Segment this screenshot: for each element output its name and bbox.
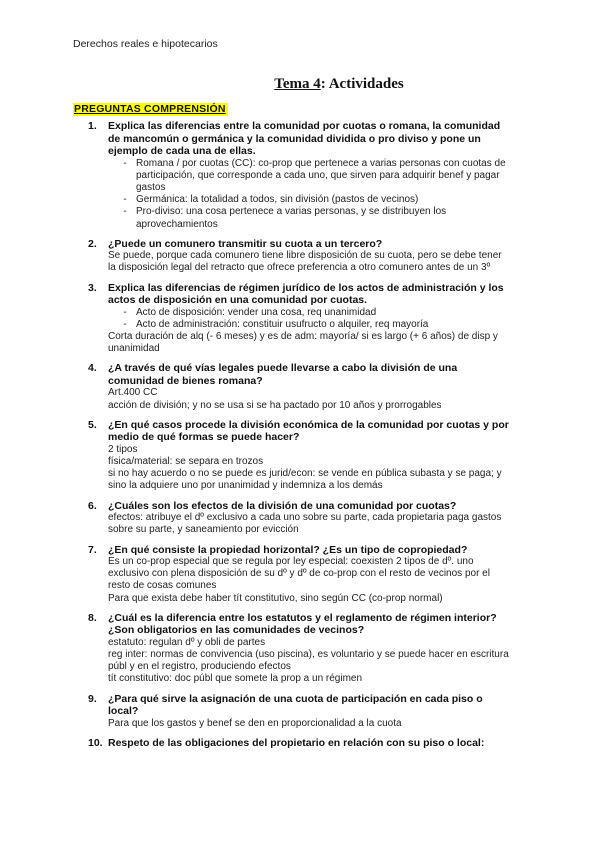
- answer-line: tít constitutivo: doc públ que somete la prop a un régimen: [108, 673, 363, 685]
- question-item: [88, 612, 512, 686]
- question-number: 10.: [88, 736, 103, 749]
- question-item: [88, 693, 512, 730]
- answer-line: si no hay acuerdo o no se puede es jurid/econ: se vende en pública subasta y se paga; y sino la adquiere uno por unanimidad y indemniza a los demás: [108, 468, 502, 492]
- question-body: [108, 120, 512, 231]
- question-body: [108, 612, 512, 686]
- bullet-dash: -: [123, 157, 127, 169]
- question-body: [108, 500, 512, 537]
- question-number: 9.: [88, 692, 97, 705]
- question-body: [108, 362, 512, 411]
- question-number: 1.: [88, 120, 97, 132]
- question-body: [108, 238, 512, 275]
- question-number: 2.: [88, 237, 97, 250]
- bullet-text: Acto de administración: constituir usufructo o alquiler, req mayoría: [136, 318, 429, 330]
- answer-bullet: [108, 194, 512, 206]
- question-item: [88, 737, 512, 750]
- question-text: ¿Para qué sirve la asignación de una cuota de participación en cada piso o local?: [108, 692, 483, 718]
- question-number: 6.: [88, 499, 97, 512]
- bullet-text: Acto de disposición: vender una cosa, req unanimidad: [136, 306, 377, 318]
- question-text: Explica las diferencias de régimen jurídico de los actos de administración y los actos de disposición en una comunidad por cuotas.: [108, 281, 504, 307]
- question-body: [108, 737, 512, 750]
- question-item: [88, 500, 512, 537]
- question-text: Explica las diferencias entre la comunidad por cuotas o romana, la comunidad de mancomún o germánica y la comunidad dividida o pro diviso y pone un ejemplo de cada una de ellas.: [108, 120, 501, 157]
- answer-line: física/material: se separa en trozos: [108, 456, 264, 468]
- question-item: [88, 282, 512, 356]
- answer-line: acción de división; y no se usa si se ha pactado por 10 años y prorrogables: [108, 399, 442, 411]
- answer-text: Para que los gastos y benef se den en proporcionalidad a la cuota: [108, 717, 402, 729]
- bullet-text: Germánica: la totalidad a todos, sin división (pastos de vecinos): [136, 194, 419, 206]
- question-text: ¿A través de qué vías legales puede llevarse a cabo la división de una comunidad de bienes romana?: [108, 362, 458, 387]
- question-item: [88, 419, 512, 493]
- answer-line: reg inter: normas de convivencia (uso piscina), es voluntario y se puede hacer en escritura públ y en el registro, produciendo efectos: [108, 649, 509, 673]
- answer-line: estatuto: regulan dº y obli de partes: [108, 636, 266, 648]
- question-text: ¿En qué casos procede la división económica de la comunidad por cuotas y por medio de qué formas se puede hacer?: [108, 418, 509, 444]
- answer-bullet: [108, 206, 512, 230]
- question-item: [88, 362, 512, 411]
- question-number: 4.: [88, 362, 97, 375]
- question-number: 7.: [88, 543, 97, 556]
- bullet-dash: -: [123, 206, 127, 218]
- question-text: ¿Cuál es la diferencia entre los estatutos y el reglamento de régimen interior? ¿Son obligatorios en las comunidades de vecinos?: [108, 611, 497, 637]
- question-body: [108, 419, 512, 493]
- question-body: [108, 544, 512, 605]
- answer-line: Es un co-prop especial que se regula por ley especial: coexisten 2 tipos de dº. uno exclusivo con plena disposición de su dº y dº de co-prop con el resto de vecinos por el resto de cosas comunes: [108, 556, 490, 592]
- question-list: [88, 120, 512, 756]
- question-body: [108, 282, 512, 356]
- answer-bullet: [108, 158, 512, 195]
- question-item: [88, 544, 512, 605]
- section-heading: PREGUNTAS COMPRENSIÓN: [74, 103, 226, 115]
- bullet-text: Romana / por cuotas (CC): co-prop que pertenece a varias personas con cuotas de participación, que corresponde a cada uno, que sirven para adquirir benef y pagar gastos: [136, 157, 506, 193]
- bullet-dash: -: [123, 318, 127, 330]
- question-number: 5.: [88, 418, 97, 431]
- question-text: ¿Cuáles son los efectos de la división de una comunidad por cuotas?: [108, 499, 457, 512]
- answer-text: Se puede, porque cada comunero tiene libre disposición de su cuota, pero se debe tener la disposición legal del retracto que ofrece preferencia a otro comunero antes de un 3º: [108, 250, 502, 274]
- answer-line: 2 tipos: [108, 443, 138, 455]
- question-number: 8.: [88, 611, 97, 624]
- question-item: [88, 238, 512, 275]
- answer-bullet: [108, 307, 512, 319]
- question-text: Respeto de las obligaciones del propietario en relación con su piso o local:: [108, 736, 485, 749]
- answer-text: efectos: atribuye el dº exclusivo a cada uno sobre su parte, cada propietaria paga gastos sobre su parte, y saneamiento por evicción: [108, 512, 502, 536]
- question-text: ¿Puede un comunero transmitir su cuota a un tercero?: [108, 237, 383, 250]
- page-title: [0, 76, 600, 93]
- answer-bullet: [108, 319, 512, 331]
- bullet-dash: -: [123, 306, 127, 318]
- question-body: [108, 693, 512, 730]
- question-text: ¿En qué consiste la propiedad horizontal? ¿Es un tipo de copropiedad?: [108, 543, 468, 556]
- bullet-text: Pro-diviso: una cosa pertenece a varias personas, y se distribuyen los aprovechamientos: [136, 206, 447, 230]
- answer-line: Para que exista debe haber tít constitutivo, sino según CC (co-prop normal): [108, 592, 443, 604]
- answer-text: Corta duración de alq (- 6 meses) y es de adm: mayoría/ si es largo (+ 6 años) de disp y unanimidad: [108, 331, 498, 355]
- question-item: [88, 120, 512, 231]
- title-topic: Tema 4: [274, 76, 321, 92]
- question-number: 3.: [88, 281, 97, 294]
- title-rest: : Actividades: [320, 76, 404, 92]
- bullet-dash: -: [123, 194, 127, 206]
- answer-line: Art.400 CC: [108, 387, 158, 399]
- page-header: Derechos reales e hipotecarios: [73, 38, 218, 50]
